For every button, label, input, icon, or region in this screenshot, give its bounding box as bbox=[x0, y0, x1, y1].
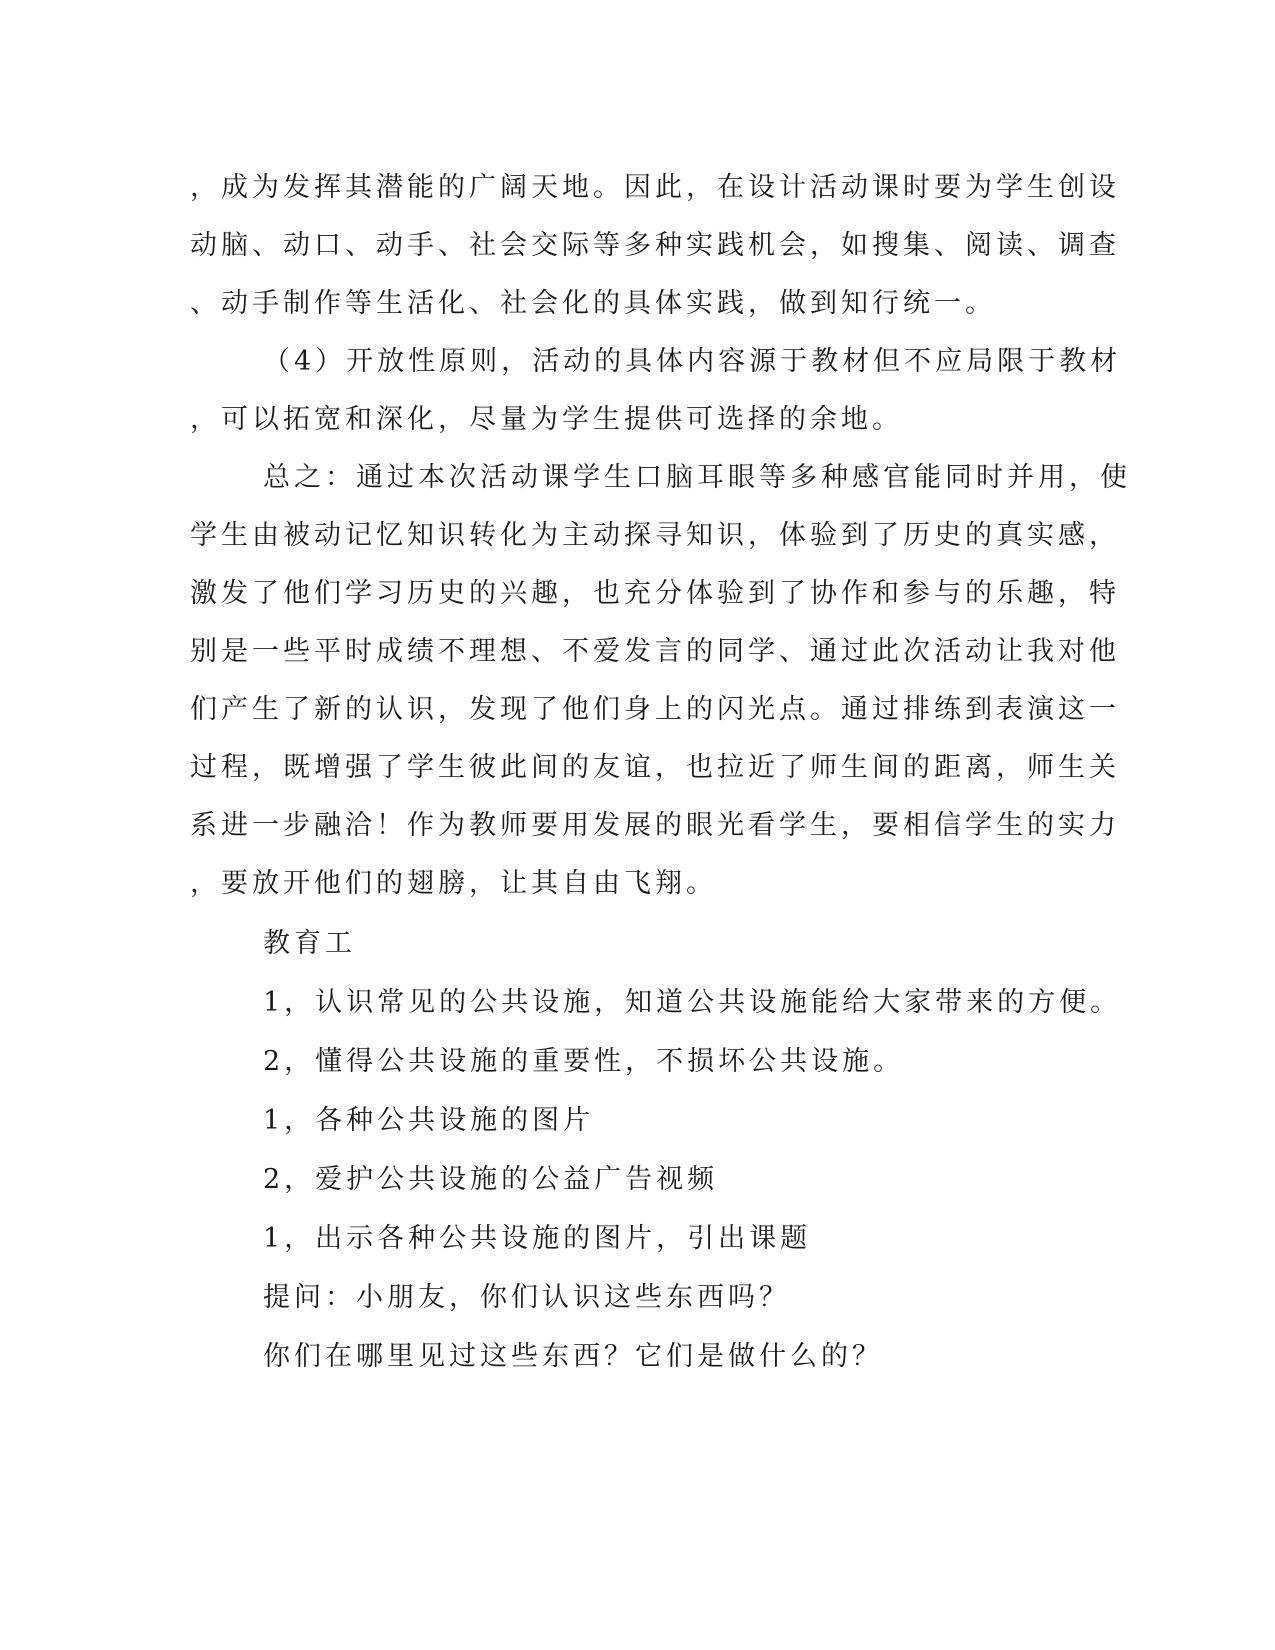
text-line: 学生由被动记忆知识转化为主动探寻知识，体验到了历史的真实感， bbox=[190, 520, 1120, 551]
text-line: 你们在哪里见过这些东西？它们是做什么的？ bbox=[263, 1341, 883, 1372]
list-item: 1，各种公共设施的图片 bbox=[263, 1105, 595, 1136]
text-line: ，要放开他们的翅膀，让其自由飞翔。 bbox=[190, 868, 717, 899]
text-line: 们产生了新的认识，发现了他们身上的闪光点。通过排练到表演这一 bbox=[190, 694, 1120, 725]
list-item: 1，出示各种公共设施的图片，引出课题 bbox=[263, 1223, 812, 1254]
text-line: 别是一些平时成绩不理想、不爱发言的同学、通过此次活动让我对他 bbox=[190, 636, 1120, 667]
paragraph-start: 总之：通过本次活动课学生口脑耳眼等多种感官能同时并用，使 bbox=[263, 462, 1131, 493]
list-item: 2，爱护公共设施的公益广告视频 bbox=[263, 1164, 719, 1195]
text-line: 、动手制作等生活化、社会化的具体实践，做到知行统一。 bbox=[190, 288, 996, 319]
section-heading: 教育工 bbox=[263, 928, 356, 959]
text-line: 系进一步融洽！作为教师要用发展的眼光看学生，要相信学生的实力 bbox=[190, 810, 1120, 841]
text-line: 过程，既增强了学生彼此间的友谊，也拉近了师生间的距离，师生关 bbox=[190, 752, 1120, 783]
text-line: ，成为发挥其潜能的广阔天地。因此，在设计活动课时要为学生创设 bbox=[190, 172, 1120, 203]
text-line: 提问：小朋友，你们认识这些东西吗？ bbox=[263, 1282, 790, 1313]
text-line: ，可以拓宽和深化，尽量为学生提供可选择的余地。 bbox=[190, 404, 903, 435]
text-line: 动脑、动口、动手、社会交际等多种实践机会，如搜集、阅读、调查 bbox=[190, 230, 1120, 261]
list-item: 2，懂得公共设施的重要性，不损坏公共设施。 bbox=[263, 1046, 905, 1077]
paragraph-start: （4）开放性原则，活动的具体内容源于教材但不应局限于教材 bbox=[263, 346, 1122, 377]
list-item: 1，认识常见的公共设施，知道公共设施能给大家带来的方便。 bbox=[263, 987, 1122, 1018]
text-line: 激发了他们学习历史的兴趣，也充分体验到了协作和参与的乐趣，特 bbox=[190, 578, 1120, 609]
